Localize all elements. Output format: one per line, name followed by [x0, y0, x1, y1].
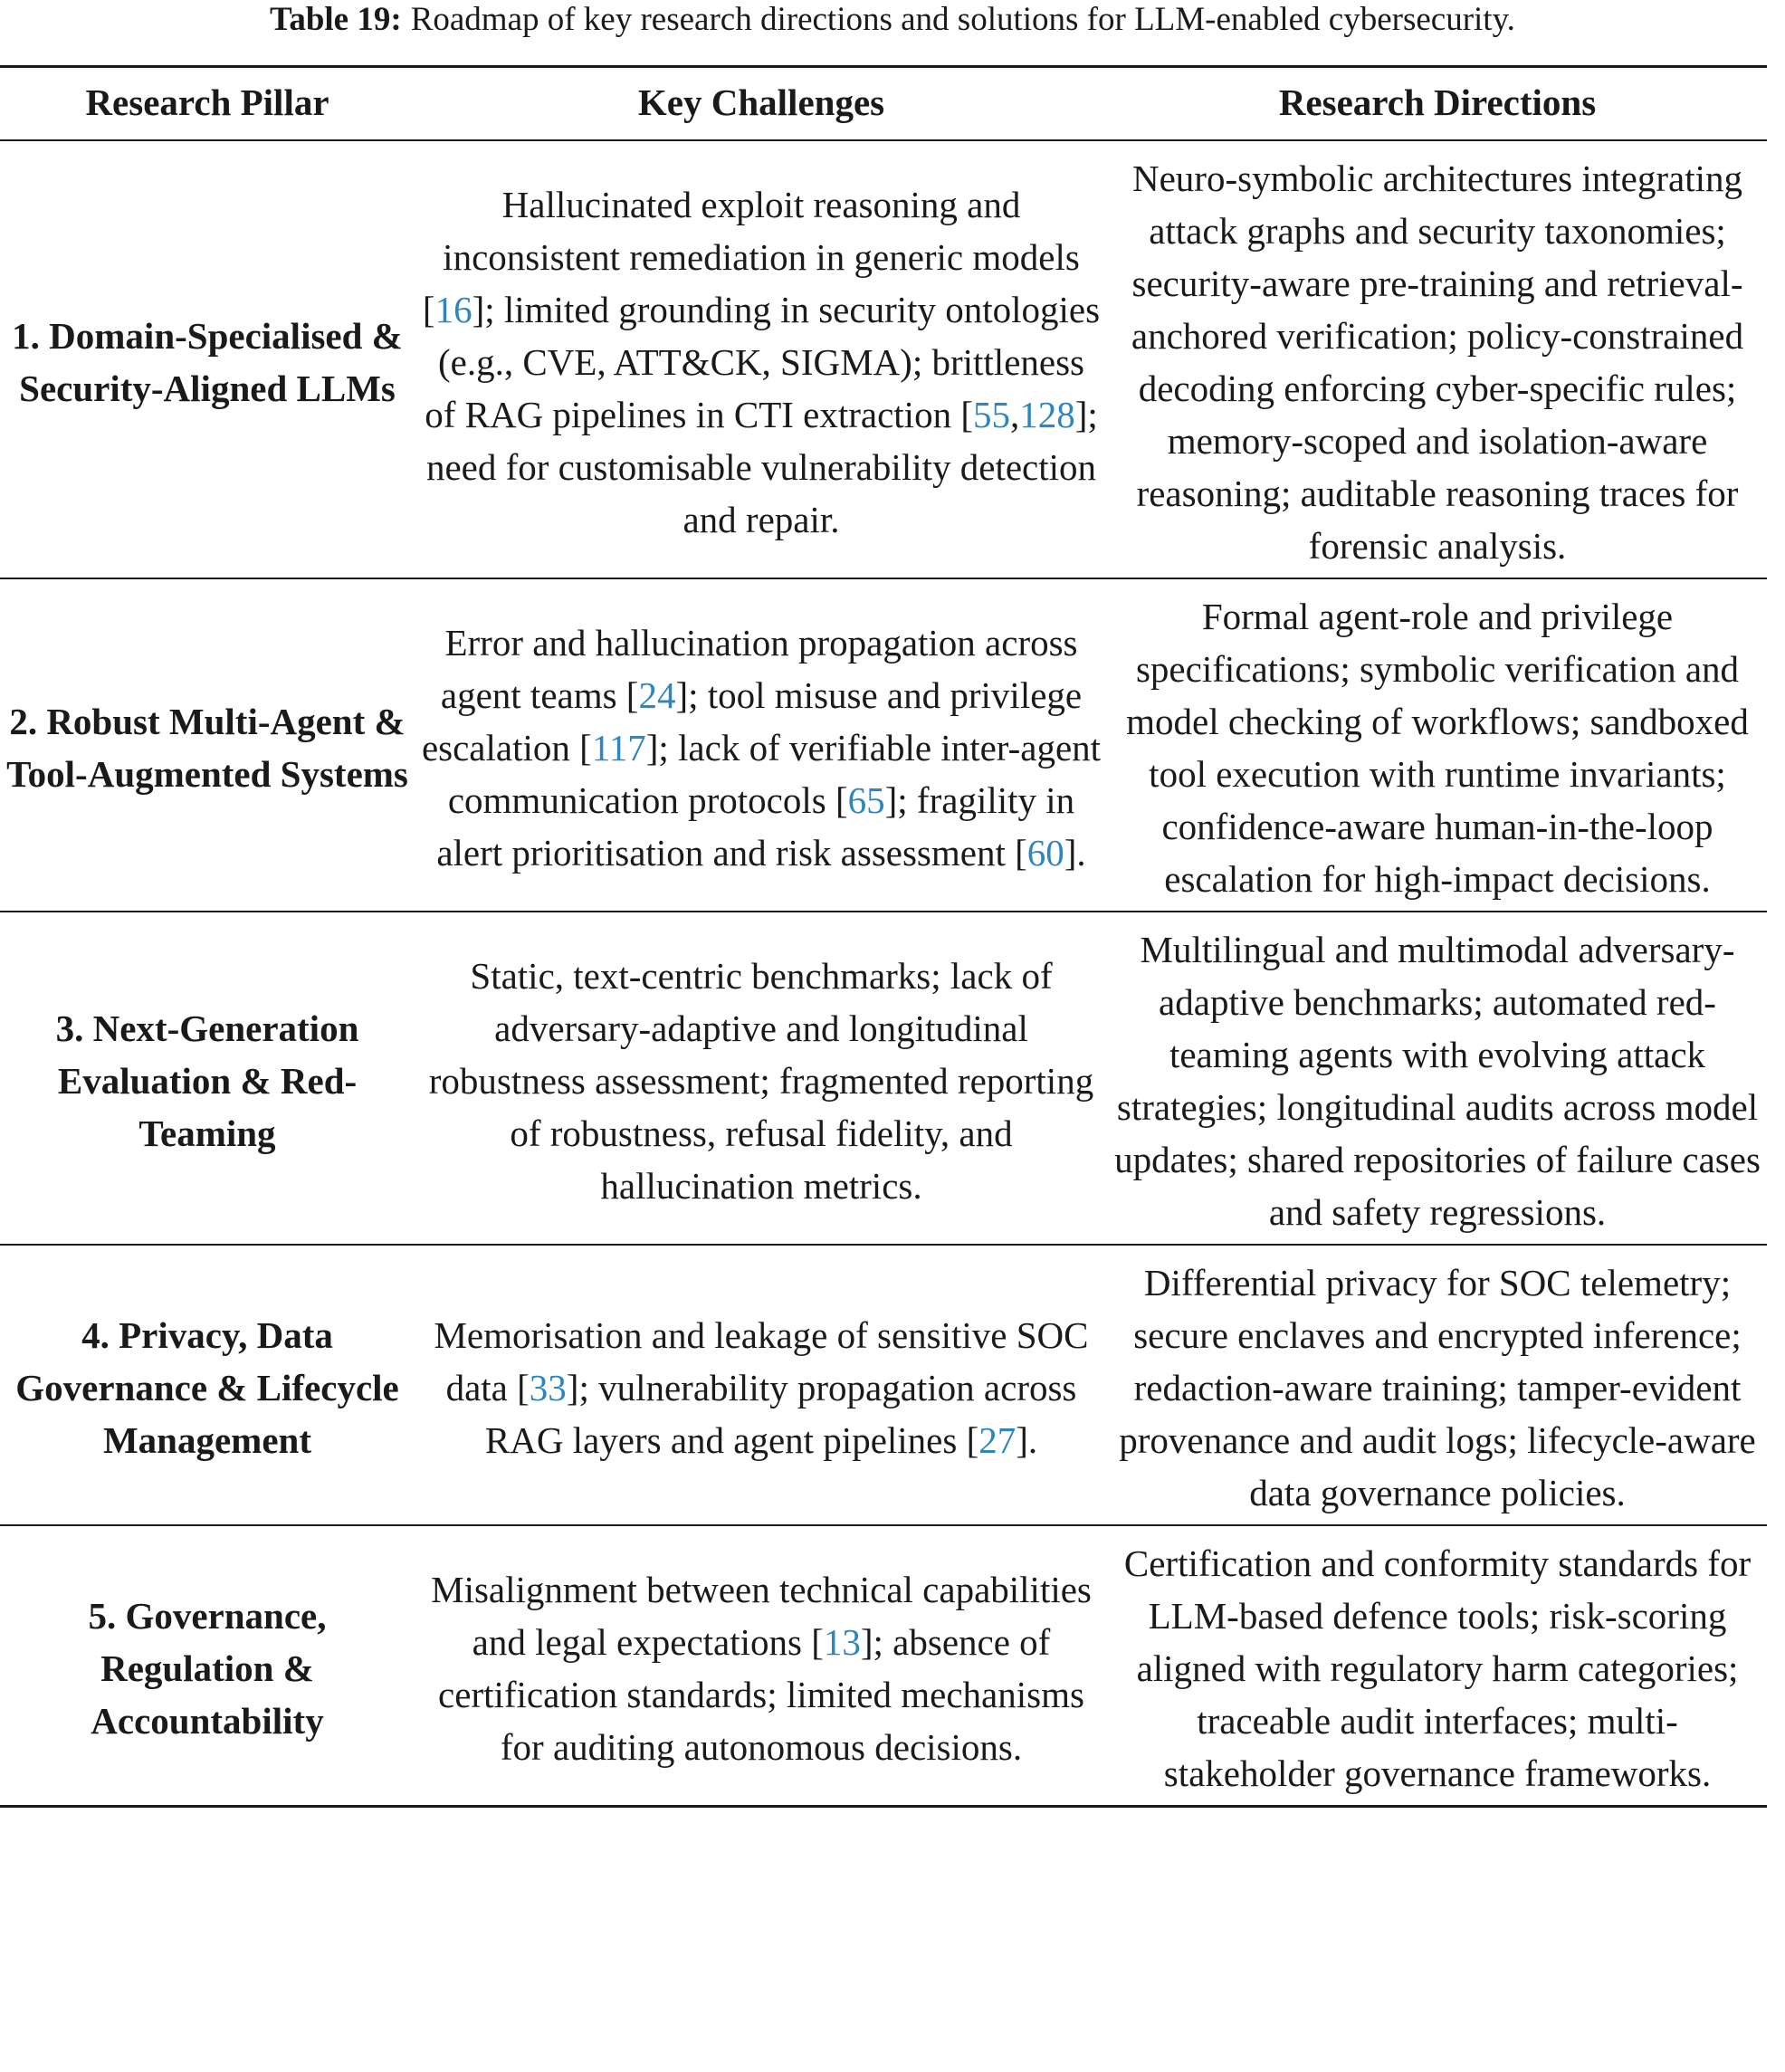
table-row	[0, 1245, 1767, 1525]
table-row	[0, 140, 1767, 578]
challenge-text: ].	[1064, 832, 1086, 874]
research-pillar-cell: 2. Robust Multi-Agent & Tool-Augmented Systems	[0, 578, 415, 912]
table-header	[0, 67, 1767, 141]
challenge-text: Error and hallucination propagation across agent teams [	[440, 622, 1078, 716]
research-pillar-cell: 3. Next-Generation Evaluation & Red-Teaming	[0, 912, 415, 1245]
table-row	[0, 578, 1767, 912]
citation-link[interactable]: 16	[434, 289, 472, 330]
header-research-pillar: Research Pillar	[0, 67, 415, 141]
citation-link[interactable]: 128	[1019, 394, 1075, 435]
key-challenges-cell	[415, 1245, 1108, 1525]
challenge-text: Static, text-centric benchmarks; lack of adversary-adaptive and longitudinal robustness assessment; fragmented reporting of robustness, refusal fidelity, and hallucination metrics.	[428, 955, 1094, 1207]
key-challenges-cell	[415, 578, 1108, 912]
table-row	[0, 912, 1767, 1245]
key-challenges-cell	[415, 1525, 1108, 1807]
challenge-text: ]; fragility in alert prioritisation and risk assessment [	[436, 779, 1075, 874]
table-caption-text: Roadmap of key research directions and solutions for LLM-enabled cybersecurity.	[410, 1, 1515, 38]
research-directions-cell: Multilingual and multimodal adversary-adaptive benchmarks; automated red-teaming agents with evolving attack strategies; longitudinal audits across model updates; shared repositories of failure cases and safety regressions.	[1108, 912, 1767, 1245]
key-challenges-cell	[415, 140, 1108, 578]
research-directions-cell: Certification and conformity standards for LLM-based defence tools; risk-scoring aligned with regulatory harm categories; traceable audit interfaces; multi-stakeholder governance frameworks.	[1108, 1525, 1767, 1807]
citation-link[interactable]: 117	[591, 727, 646, 769]
key-challenges-cell	[415, 912, 1108, 1245]
challenge-text: ,	[1009, 394, 1020, 435]
research-pillar-cell: 4. Privacy, Data Governance & Lifecycle Management	[0, 1245, 415, 1525]
challenge-text: Hallucinated exploit reasoning and inconsistent remediation in generic models [	[422, 184, 1080, 330]
challenge-text: Memorisation and leakage of sensitive SOC data [	[434, 1314, 1089, 1408]
citation-link[interactable]: 27	[978, 1419, 1017, 1461]
research-directions-cell: Neuro-symbolic architectures integrating attack graphs and security taxonomies; security-aware pre-training and retrieval-anchored verification; policy-constrained decoding enforcing cyber-specific rules; memory-scoped and isolation-aware reasoning; auditable reasoning traces for forensic analysis.	[1108, 140, 1767, 578]
roadmap-table	[0, 65, 1767, 1808]
research-pillar-cell: 1. Domain-Specialised & Security-Aligned LLMs	[0, 140, 415, 578]
citation-link[interactable]: 65	[847, 779, 885, 821]
challenge-text: ]; vulnerability propagation across RAG layers and agent pipelines [	[484, 1367, 1077, 1461]
challenge-text: ].	[1016, 1419, 1038, 1461]
citation-link[interactable]: 13	[823, 1621, 861, 1663]
citation-link[interactable]: 55	[972, 394, 1010, 435]
challenge-text: Misalignment between technical capabilities and legal expectations [	[431, 1569, 1092, 1663]
citation-link[interactable]: 24	[638, 674, 676, 716]
citation-link[interactable]: 33	[529, 1367, 567, 1408]
challenge-text: ]; need for customisable vulnerability detection and repair.	[425, 394, 1098, 540]
challenge-text: ]; lack of verifiable inter-agent communication protocols [	[447, 727, 1102, 821]
research-directions-cell: Differential privacy for SOC telemetry; secure enclaves and encrypted inference; redaction-aware training; tamper-evident provenance and audit logs; lifecycle-aware data governance policies.	[1108, 1245, 1767, 1525]
challenge-text: ]; limited grounding in security ontologies (e.g., CVE, ATT&CK, SIGMA); brittleness of RAG pipelines in CTI extraction [	[425, 289, 1101, 435]
header-row	[0, 67, 1767, 141]
table-caption	[0, 0, 1785, 40]
citation-link[interactable]: 60	[1026, 832, 1064, 874]
research-directions-cell: Formal agent-role and privilege specifications; symbolic verification and model checking of workflows; sandboxed tool execution with runtime invariants; confidence-aware human-in-the-loop escalation for high-impact decisions.	[1108, 578, 1767, 912]
table-body	[0, 140, 1767, 1807]
challenge-text: ]; absence of certification standards; limited mechanisms for auditing autonomous decisions.	[438, 1621, 1084, 1768]
table-caption-label: Table 19:	[270, 1, 402, 38]
header-key-challenges: Key Challenges	[415, 67, 1108, 141]
challenge-text: ]; tool misuse and privilege escalation [	[421, 674, 1083, 769]
header-research-directions: Research Directions	[1108, 67, 1767, 141]
table-row	[0, 1525, 1767, 1807]
research-pillar-cell: 5. Governance, Regulation & Accountability	[0, 1525, 415, 1807]
